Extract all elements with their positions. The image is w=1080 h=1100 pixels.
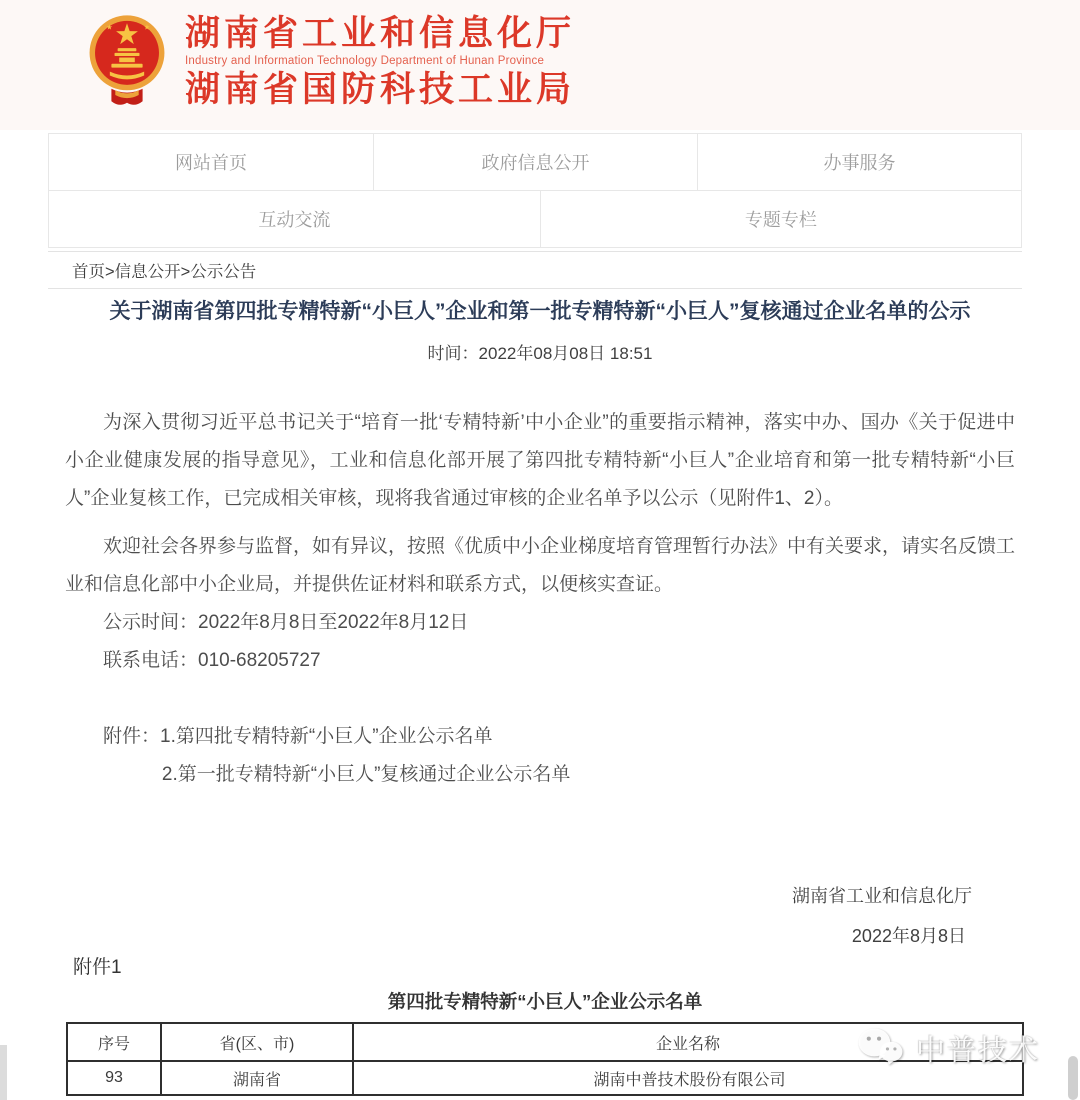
breadcrumb[interactable]: 首页>信息公开>公示公告 <box>72 263 257 281</box>
cell-no: 93 <box>67 1061 161 1095</box>
article-body <box>65 404 1015 794</box>
paragraph-2: 欢迎社会各界参与监督，如有异议，按照《优质中小企业梯度培育管理暂行办法》中有关要求，请实名反馈工业和信息化部中小企业局，并提供佐证材料和联系方式，以便核实查证。 <box>65 536 1016 595</box>
cell-company: 湖南中普技术股份有限公司 <box>353 1061 1023 1095</box>
attachment-link-2[interactable]: 2.第一批专精特新“小巨人”复核通过企业公示名单 <box>161 764 571 785</box>
attachment-line-2 <box>65 756 1015 794</box>
annex-label: 附件1 <box>73 957 122 978</box>
publish-time: 时间：2022年08月08日 18:51 <box>427 344 653 363</box>
main-nav <box>48 133 1022 248</box>
org-names <box>185 14 805 111</box>
signature-block <box>792 876 972 956</box>
table-header-row <box>67 1023 1023 1061</box>
attachments <box>65 718 1015 794</box>
table-row <box>67 1061 1023 1095</box>
page-edge-bar <box>0 1045 7 1100</box>
signature-org: 湖南省工业和信息化厅 <box>792 886 972 906</box>
watermark-text: 中普技术 <box>916 1034 1041 1067</box>
paragraph-1: 为深入贯彻习近平总书记关于“培育一批‘专精特新’中小企业”的重要指示精神，落实中办、国办《关于促进中小企业健康发展的指导意见》，工业和信息化部开展了第四批专精特新“小巨人”企业培育和第一批专精特新“小巨人”企业复核工作，已完成相关审核，现将我省通过审核的企业名单予以公示（见附件1、2）。 <box>65 412 1015 509</box>
nav-item-gov-info[interactable]: 政府信息公开 <box>373 134 697 190</box>
nav-row-1 <box>49 134 1021 190</box>
publicity-period: 公示时间：2022年8月8日至2022年8月12日 <box>103 612 469 633</box>
attachments-label: 附件： <box>103 726 161 747</box>
site-header <box>0 0 1080 130</box>
annex-table <box>66 1022 1024 1096</box>
annex-table-title: 第四批专精特新“小巨人”企业公示名单 <box>387 991 703 1012</box>
org-name-en: Industry and Information Technology Department of Hunan Province <box>185 55 545 67</box>
attachment-link-1[interactable]: 1.第四批专精特新“小巨人”企业公示名单 <box>160 726 493 747</box>
signature-date: 2022年8月8日 <box>851 926 966 946</box>
nav-item-interaction[interactable]: 互动交流 <box>49 191 540 247</box>
col-header-company: 企业名称 <box>353 1023 1023 1061</box>
org-name-cn-1: 湖南省工业和信息化厅 <box>185 14 576 53</box>
attachment-line-1 <box>65 718 1015 756</box>
nav-item-special-topics[interactable]: 专题专栏 <box>540 191 1021 247</box>
nav-item-services[interactable]: 办事服务 <box>697 134 1021 190</box>
breadcrumb-bar <box>48 251 1022 289</box>
national-emblem-icon <box>88 13 166 113</box>
nav-item-home[interactable]: 网站首页 <box>49 134 373 190</box>
contact-phone: 联系电话：010-68205727 <box>103 650 321 671</box>
org-name-cn-2: 湖南省国防科技工业局 <box>185 70 576 109</box>
scrollbar-thumb[interactable] <box>1068 1056 1078 1100</box>
cell-province: 湖南省 <box>161 1061 353 1095</box>
col-header-province: 省(区、市) <box>161 1023 353 1061</box>
page-title: 关于湖南省第四批专精特新“小巨人”企业和第一批专精特新“小巨人”复核通过企业名单的公示 <box>109 300 971 323</box>
col-header-no: 序号 <box>67 1023 161 1061</box>
nav-row-2 <box>49 190 1021 247</box>
